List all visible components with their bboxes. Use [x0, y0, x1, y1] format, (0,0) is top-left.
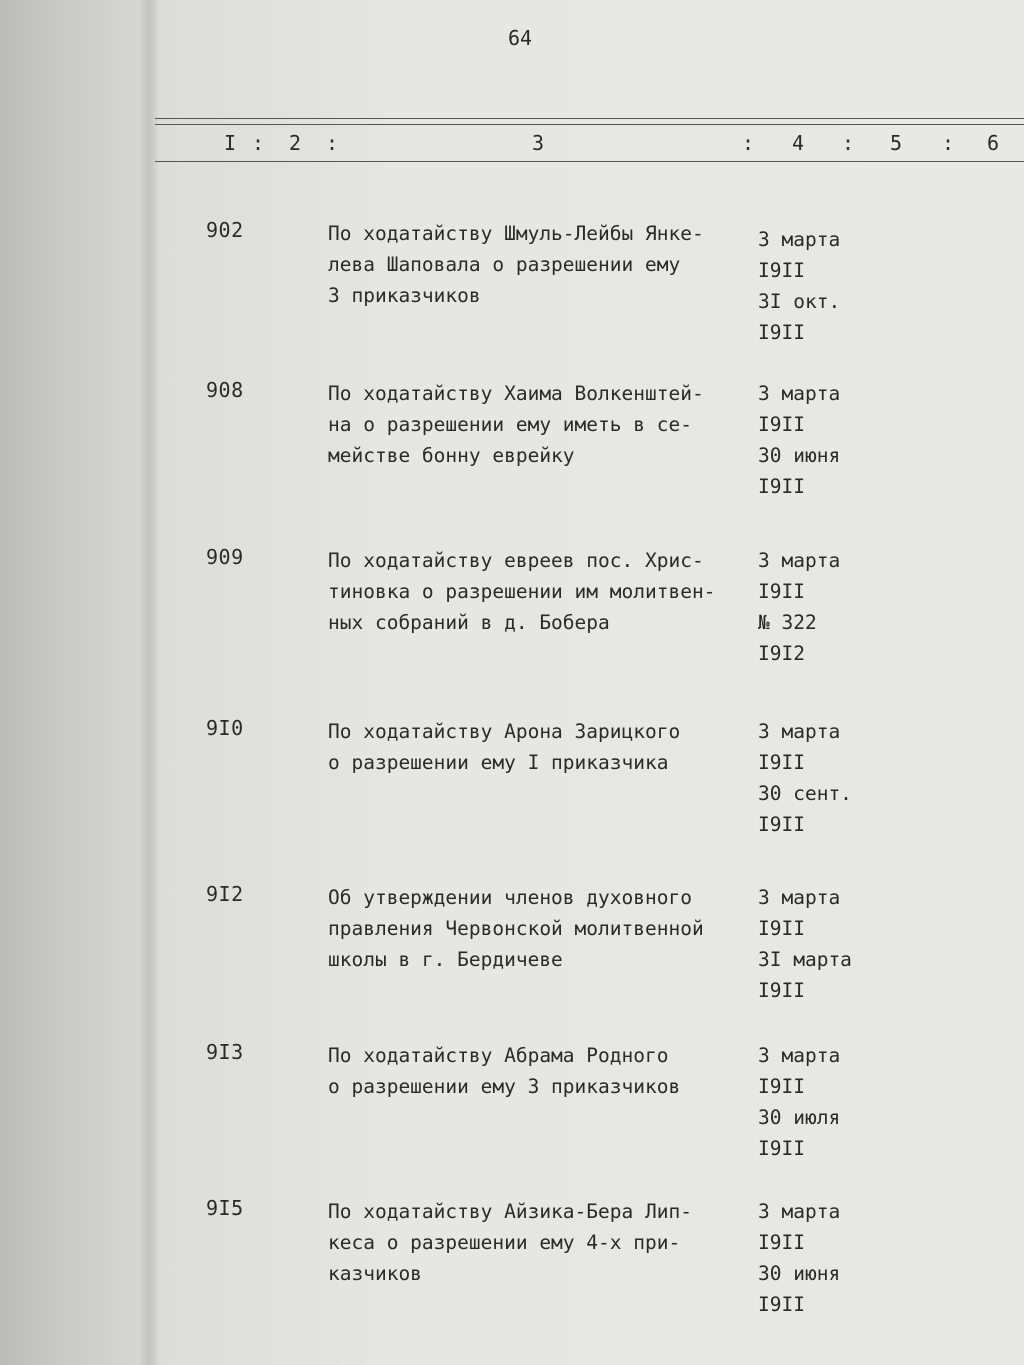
entry-number: 902: [206, 218, 244, 242]
entry-number: 908: [206, 378, 244, 402]
entry-dates: 3 марта I9II 30 июля I9II: [758, 1044, 841, 1160]
column-separator: :: [842, 131, 855, 155]
header-rule-top: [155, 118, 1024, 119]
header-rule-bottom: [155, 161, 1024, 162]
page-gutter-shadow: [138, 0, 160, 1365]
column-header-5: 5: [890, 131, 903, 155]
entry-description: Об утверждении членов духовного правления Червонской молитвенной школы в г. Бердичеве: [328, 886, 704, 971]
header-rule-top-inner: [155, 124, 1024, 125]
entry-description: По ходатайству Айзика-Бера Лип- кеса о разрешении ему 4-х при- казчиков: [328, 1200, 692, 1285]
column-header-4: 4: [792, 131, 805, 155]
column-header-3: 3: [532, 131, 545, 155]
entry-number: 9I3: [206, 1040, 244, 1064]
column-separator: :: [742, 131, 755, 155]
entry-number: 9I0: [206, 716, 244, 740]
column-header-1: I: [224, 131, 237, 155]
column-separator: :: [942, 131, 955, 155]
entry-number: 909: [206, 545, 244, 569]
entry-dates: 3 марта I9II 3I окт. I9II: [758, 228, 841, 344]
column-separator: :: [252, 131, 265, 155]
entry-dates: 3 марта I9II 3I марта I9II: [758, 886, 852, 1002]
column-header-6: 6: [987, 131, 1000, 155]
entry-description: По ходатайству Абрама Родного о разрешении ему 3 приказчиков: [328, 1044, 681, 1098]
entry-description: По ходатайству Шмуль-Лейбы Янке- лева Шаповала о разрешении ему 3 приказчиков: [328, 222, 704, 307]
entry-number: 9I2: [206, 882, 244, 906]
entry-description: По ходатайству Арона Зарицкого о разрешении ему I приказчика: [328, 720, 681, 774]
entry-number: 9I5: [206, 1196, 244, 1220]
entry-dates: 3 марта I9II № 322 I9I2: [758, 549, 841, 665]
entry-description: По ходатайству евреев пос. Хрис- тиновка о разрешении им молитвен- ных собраний в д. Бобера: [328, 549, 716, 634]
entry-description: По ходатайству Хаима Волкенштей- на о разрешении ему иметь в се- мействе бонну еврейку: [328, 382, 704, 467]
page-number: 64: [508, 26, 533, 50]
entry-dates: 3 марта I9II 30 июня I9II: [758, 382, 841, 498]
entry-dates: 3 марта I9II 30 сент. I9II: [758, 720, 852, 836]
column-header-2: 2: [289, 131, 302, 155]
entry-dates: 3 марта I9II 30 июня I9II: [758, 1200, 841, 1316]
column-separator: :: [326, 131, 339, 155]
